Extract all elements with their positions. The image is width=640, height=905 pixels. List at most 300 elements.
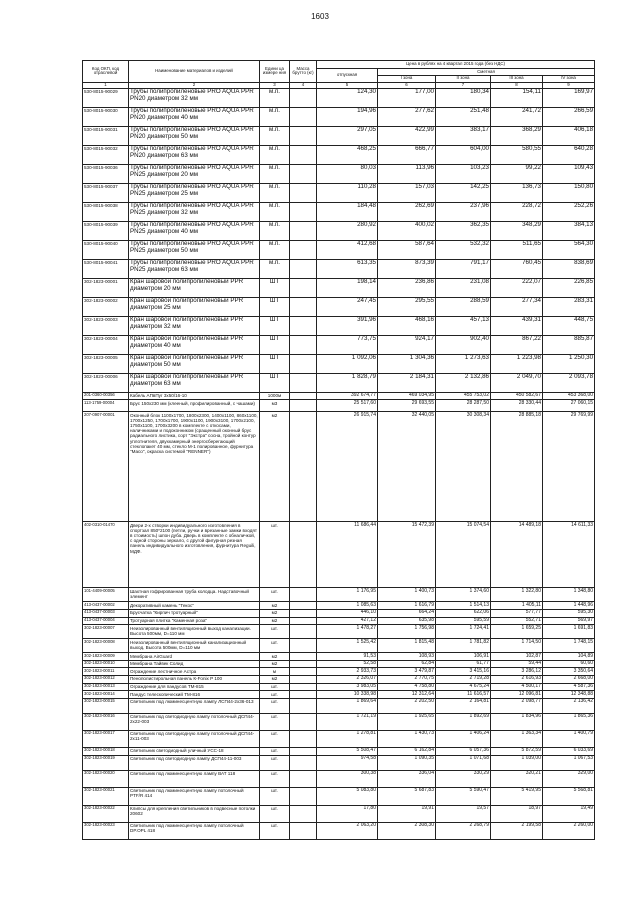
price-wholesale: 613,35	[317, 259, 378, 278]
price-wholesale: 468,25	[317, 145, 378, 164]
item-name: Светильник под светодиодную лампу потолочный ДСП44-2х22-003	[129, 713, 260, 730]
column-number: 2	[129, 82, 260, 88]
item-code: 201-0360-00356	[83, 392, 129, 400]
price-wholesale: 300,38	[317, 770, 378, 787]
price-zone-2: 1 406,24	[436, 730, 491, 747]
item-name: Ограждение лестничное Астра	[129, 668, 260, 676]
price-zone-4: 329,00	[543, 770, 595, 787]
price-zone-3: 5 872,59	[491, 747, 543, 755]
price-zone-1: 1 616,79	[378, 602, 436, 610]
price-zone-1: 1 756,98	[378, 625, 436, 639]
item-mass	[290, 747, 317, 755]
price-zone-4: 4 587,36	[543, 683, 595, 691]
item-code: 302-1823-00015	[83, 698, 129, 713]
price-zone-1: 1 400,73	[378, 588, 436, 602]
item-unit: ШТ	[260, 297, 290, 316]
price-zone-4: 595,30	[543, 609, 595, 617]
item-mass	[290, 297, 317, 316]
table-row	[83, 625, 595, 639]
price-zone-1: 2 770,75	[378, 675, 436, 683]
column-number: 9	[543, 82, 595, 88]
item-name: Светильник светодиодный уличный УСС-18	[129, 747, 260, 755]
price-zone-2: 6 057,36	[436, 747, 491, 755]
table-row	[83, 770, 595, 787]
item-unit: шт.	[260, 588, 290, 602]
item-unit: ШТ	[260, 278, 290, 297]
price-zone-1: 295,55	[378, 297, 436, 316]
item-code: 413-0437-00002	[83, 602, 129, 610]
price-zone-4: 19,49	[543, 805, 595, 822]
item-mass	[290, 522, 317, 588]
price-zone-4: 2 260,00	[543, 822, 595, 839]
price-wholesale: 1 869,64	[317, 698, 378, 713]
price-zone-1: 29 693,55	[378, 400, 436, 412]
item-code: 413-0437-00003	[83, 609, 129, 617]
price-zone-3: 1 039,00	[491, 755, 543, 770]
item-unit: м2	[260, 653, 290, 661]
price-zone-2: 902,40	[436, 335, 491, 354]
price-zone-4: 104,89	[543, 653, 595, 661]
item-code: 302-1823-00005	[83, 354, 129, 373]
price-wholesale: 110,28	[317, 183, 378, 202]
item-mass	[290, 588, 317, 602]
table-row	[83, 522, 595, 588]
page-number: 1603	[311, 12, 329, 21]
price-zone-4: 564,30	[543, 240, 595, 259]
price-zone-4: 448,75	[543, 316, 595, 335]
price-zone-2: 595,59	[436, 617, 491, 625]
price-wholesale: 2 933,73	[317, 668, 378, 676]
item-mass	[290, 164, 317, 183]
table-row	[83, 259, 595, 278]
item-name: Кран шаровой полипропиленовый PPR диаметром 50 мм	[129, 354, 260, 373]
price-zone-2: 1 273,63	[436, 354, 491, 373]
price-wholesale: 1 176,95	[317, 588, 378, 602]
price-zone-4: 2 668,00	[543, 675, 595, 683]
price-zone-1: 277,62	[378, 107, 436, 126]
price-zone-1: 19,91	[378, 805, 436, 822]
item-unit: ШТ	[260, 373, 290, 392]
table-row	[83, 588, 595, 602]
header-zone-2: II зона	[436, 75, 491, 82]
item-mass	[290, 335, 317, 354]
price-zone-1: 422,99	[378, 126, 436, 145]
item-name: Тротуарная плитка "Каменная роза"	[129, 617, 260, 625]
price-zone-4: 252,26	[543, 202, 595, 221]
header-zone-3: III зона	[491, 75, 543, 82]
price-wholesale: 91,53	[317, 653, 378, 661]
price-zone-1: 12 312,64	[378, 691, 436, 699]
table-row	[83, 660, 595, 668]
item-name: Трубы полипропиленовые PRO AQUA PPR PN25 диаметром 25 мм	[129, 183, 260, 202]
item-code: 302-1823-00001	[83, 278, 129, 297]
item-code: 302-1823-00014	[83, 691, 129, 699]
price-zone-2: 457,13	[436, 316, 491, 335]
price-wholesale: 5 083,80	[317, 787, 378, 805]
item-mass	[290, 805, 317, 822]
item-mass	[290, 639, 317, 653]
item-unit: м	[260, 668, 290, 676]
header-estimate: Сметная	[378, 69, 595, 76]
table-row	[83, 221, 595, 240]
item-name: Двери 2-х створки индивидуального изготовления в спортзал 850*2100 (петли, ручки и врезанные замки входят в стоимость) шпон дуба. Дверь в комплекте с обналичкой, с одной стороны зеркало, с другой фигурная резная панель индивидуального изготовления, фурнитура Reguili, МДФ.	[129, 522, 260, 588]
price-zone-4: 283,31	[543, 297, 595, 316]
item-unit: шт.	[260, 787, 290, 805]
item-unit: шт.	[260, 755, 290, 770]
price-wholesale: 124,30	[317, 88, 378, 107]
item-mass	[290, 412, 317, 522]
price-wholesale: 2 326,07	[317, 675, 378, 683]
price-zone-3: 222,07	[491, 278, 543, 297]
item-unit: м.п.	[260, 145, 290, 164]
price-zone-4: 29 769,99	[543, 412, 595, 522]
price-zone-2: 231,08	[436, 278, 491, 297]
price-wholesale: 1 721,19	[317, 713, 378, 730]
price-zone-3: 760,45	[491, 259, 543, 278]
item-code: 302-1823-00008	[83, 639, 129, 653]
item-unit: шт.	[260, 625, 290, 639]
price-zone-2: 61,77	[436, 660, 491, 668]
item-mass	[290, 653, 317, 661]
price-zone-2: 2 719,28	[436, 675, 491, 683]
item-code: 530-8015-90031	[83, 126, 129, 145]
item-mass	[290, 145, 317, 164]
table-row	[83, 639, 595, 653]
price-zone-4: 109,43	[543, 164, 595, 183]
item-name: Брусчатка "Кирпич тротуарный"	[129, 609, 260, 617]
item-mass	[290, 625, 317, 639]
item-mass	[290, 400, 317, 412]
price-zone-3: 1 659,25	[491, 625, 543, 639]
item-code: 302-1823-00002	[83, 297, 129, 316]
price-zone-2: 251,48	[436, 107, 491, 126]
price-zone-1: 157,03	[378, 183, 436, 202]
price-zone-1: 336,04	[378, 770, 436, 787]
item-unit: м2	[260, 675, 290, 683]
price-wholesale: 297,05	[317, 126, 378, 145]
header-name: Наименование материалов и изделий	[129, 61, 260, 83]
column-number: 6	[378, 82, 436, 88]
item-name: Декоративный камень "Текос"	[129, 602, 260, 610]
item-name: Трубы полипропиленовые PRO AQUA PPR PN25 диаметром 50 мм	[129, 240, 260, 259]
item-unit: шт.	[260, 822, 290, 839]
table-row	[83, 668, 595, 676]
item-mass	[290, 107, 317, 126]
price-wholesale: 446,10	[317, 609, 378, 617]
price-zone-4: 384,13	[543, 221, 595, 240]
price-zone-3: 1 223,98	[491, 354, 543, 373]
price-zone-1: 177,00	[378, 88, 436, 107]
item-unit: м2	[260, 609, 290, 617]
price-wholesale: 280,92	[317, 221, 378, 240]
item-name: Шахтная гофрированная труба колодца. Надставочный элемент	[129, 588, 260, 602]
price-zone-2: 19,57	[436, 805, 491, 822]
item-mass	[290, 730, 317, 747]
price-wholesale: 1 478,27	[317, 625, 378, 639]
price-wholesale: 194,96	[317, 107, 378, 126]
table-row	[83, 730, 595, 747]
item-mass	[290, 683, 317, 691]
price-wholesale: 1 278,81	[317, 730, 378, 747]
price-zone-2: 330,29	[436, 770, 491, 787]
price-zone-2: 28 287,50	[436, 400, 491, 412]
price-zone-3: 5 419,95	[491, 787, 543, 805]
price-zone-3: 1 322,80	[491, 588, 543, 602]
price-zone-2: 15 074,54	[436, 522, 491, 588]
table-row	[83, 297, 595, 316]
table-row	[83, 373, 595, 392]
header-mass: Масса брутто (кг)	[290, 61, 317, 83]
price-zone-3: 12 096,81	[491, 691, 543, 699]
table-row	[83, 755, 595, 770]
item-code: 302-1823-00013	[83, 683, 129, 691]
price-wholesale: 17,80	[317, 805, 378, 822]
item-mass	[290, 316, 317, 335]
price-zone-1: 2 184,31	[378, 373, 436, 392]
price-zone-3: 580,55	[491, 145, 543, 164]
item-name: Светильник под светодиодную лампу ДСП44-11-003	[129, 755, 260, 770]
item-unit: м.п.	[260, 126, 290, 145]
table-row	[83, 805, 595, 822]
price-wholesale: 1 525,42	[317, 639, 378, 653]
item-code: 530-8015-90038	[83, 202, 129, 221]
item-name: Трубы полипропиленовые PRO AQUA PPR PN25 диаметром 63 мм	[129, 259, 260, 278]
price-zone-3: 241,72	[491, 107, 543, 126]
item-code: 302-1823-00006	[83, 373, 129, 392]
price-wholesale: 10 338,98	[317, 691, 378, 699]
item-name: Трубы полипропиленовые PRO AQUA PPR PN20 диаметром 50 мм	[129, 126, 260, 145]
table-row	[83, 400, 595, 412]
price-zone-2: 791,17	[436, 259, 491, 278]
price-zone-3: 1 405,11	[491, 602, 543, 610]
item-name: Мембрана AirGuard	[129, 653, 260, 661]
item-code: 302-1823-00022	[83, 805, 129, 822]
item-unit: шт.	[260, 691, 290, 699]
price-zone-1: 2 308,30	[378, 822, 436, 839]
price-zone-2: 106,91	[436, 653, 491, 661]
price-zone-1: 2 202,50	[378, 698, 436, 713]
price-zone-3: 552,71	[491, 617, 543, 625]
price-zone-2: 237,96	[436, 202, 491, 221]
price-zone-1: 587,64	[378, 240, 436, 259]
price-zone-3: 14 489,18	[491, 522, 543, 588]
price-zone-4: 1 748,15	[543, 639, 595, 653]
price-zone-1: 108,93	[378, 653, 436, 661]
price-wholesale: 184,48	[317, 202, 378, 221]
price-zone-1: 113,96	[378, 164, 436, 183]
item-mass	[290, 713, 317, 730]
item-name: Светильник под люминесцентную лампу потолочный PTF/R 414	[129, 787, 260, 805]
price-zone-3: 99,22	[491, 164, 543, 183]
item-mass	[290, 373, 317, 392]
header-price-group: Цена в рублях на 4 квартал 2015 года (без НДС)	[317, 61, 595, 69]
price-zone-3: 2 199,58	[491, 822, 543, 839]
item-unit: м.п.	[260, 202, 290, 221]
price-zone-4: 1 348,80	[543, 588, 595, 602]
item-unit: м.п.	[260, 107, 290, 126]
price-zone-1: 3 479,87	[378, 668, 436, 676]
price-zone-2: 1 374,60	[436, 588, 491, 602]
item-name: Мембрана Тайвек Солид	[129, 660, 260, 668]
item-code: 302-1823-00010	[83, 660, 129, 668]
price-zone-2: 383,17	[436, 126, 491, 145]
item-code: 302-1823-00018	[83, 747, 129, 755]
item-unit: шт.	[260, 730, 290, 747]
table-row	[83, 183, 595, 202]
price-wholesale: 2 063,20	[317, 822, 378, 839]
item-unit: м2	[260, 412, 290, 522]
price-zone-4: 12 348,88	[543, 691, 595, 699]
item-mass	[290, 822, 317, 839]
table-row	[83, 787, 595, 805]
item-mass	[290, 392, 317, 400]
item-code: 530-8015-90036	[83, 164, 129, 183]
item-code: 530-8015-90032	[83, 145, 129, 164]
price-wholesale: 773,75	[317, 335, 378, 354]
item-name: Неизолированный вентиляционный канализационный выход. Высота 500мм, D=110 мм	[129, 639, 260, 653]
price-wholesale: 198,14	[317, 278, 378, 297]
price-zone-3: 277,34	[491, 297, 543, 316]
price-zone-2: 180,34	[436, 88, 491, 107]
price-zone-2: 455 753,02	[436, 392, 491, 400]
item-unit: шт.	[260, 770, 290, 787]
price-zone-3: 228,72	[491, 202, 543, 221]
item-unit: м2	[260, 602, 290, 610]
price-wholesale: 427,12	[317, 617, 378, 625]
table-row	[83, 713, 595, 730]
price-wholesale: 3 983,05	[317, 683, 378, 691]
item-code: 530-8015-90039	[83, 221, 129, 240]
item-name: Кран шаровой полипропиленовый PPR диаметром 63 мм	[129, 373, 260, 392]
item-code: 302-1823-00016	[83, 713, 129, 730]
table-row	[83, 691, 595, 699]
price-zone-2: 5 590,47	[436, 787, 491, 805]
price-zone-3: 450 582,67	[491, 392, 543, 400]
price-zone-2: 3 415,16	[436, 668, 491, 676]
price-zone-1: 400,02	[378, 221, 436, 240]
price-wholesale: 1 092,06	[317, 354, 378, 373]
table-row	[83, 316, 595, 335]
column-number: 5	[317, 82, 378, 88]
price-zone-4: 1 400,79	[543, 730, 595, 747]
price-zone-2: 103,23	[436, 164, 491, 183]
item-unit: ШТ	[260, 335, 290, 354]
item-name: Кран шаровой полипропиленовый PPR диаметром 25 мм	[129, 297, 260, 316]
table-row	[83, 126, 595, 145]
column-number: 3	[260, 82, 290, 88]
item-code: 302-1823-00007	[83, 625, 129, 639]
table-row	[83, 602, 595, 610]
price-wholesale: 1 828,79	[317, 373, 378, 392]
header-wholesale: отпускная	[317, 69, 378, 83]
item-mass	[290, 698, 317, 713]
price-zone-4: 14 611,33	[543, 522, 595, 588]
table-row	[83, 747, 595, 755]
item-unit: шт.	[260, 683, 290, 691]
item-name: Светильник под люминесцентную лампу ВАТ 118	[129, 770, 260, 787]
price-zone-3: 28 330,44	[491, 400, 543, 412]
item-mass	[290, 202, 317, 221]
price-zone-2: 30 308,34	[436, 412, 491, 522]
table-row	[83, 617, 595, 625]
table-row	[83, 698, 595, 713]
table-row	[83, 240, 595, 259]
item-code: 302-1823-00021	[83, 787, 129, 805]
item-mass	[290, 240, 317, 259]
item-code: 302-1823-00012	[83, 675, 129, 683]
item-code: 113-1759-00004	[83, 400, 129, 412]
item-name: Клипсы для крепления светильников в подвесные потолки 20602	[129, 805, 260, 822]
item-code: 302-1823-00009	[83, 653, 129, 661]
item-name: Пандус телескопический ТМ-816	[129, 691, 260, 699]
price-wholesale: 80,03	[317, 164, 378, 183]
price-wholesale: 1 085,63	[317, 602, 378, 610]
item-code: 207-0907-00001	[83, 412, 129, 522]
price-zone-3: 1 834,96	[491, 713, 543, 730]
item-mass	[290, 770, 317, 787]
item-code: 302-1823-00003	[83, 316, 129, 335]
item-unit: шт.	[260, 639, 290, 653]
price-zone-2: 2 268,79	[436, 822, 491, 839]
table-row	[83, 202, 595, 221]
item-unit: м.п.	[260, 164, 290, 183]
price-wholesale: 391,96	[317, 316, 378, 335]
table-row	[83, 145, 595, 164]
item-unit: шт.	[260, 698, 290, 713]
table-row	[83, 88, 595, 107]
item-name: Кабель АПвПуг 3х50/16-10	[129, 392, 260, 400]
item-code: 402-0310-01470	[83, 522, 129, 588]
price-wholesale: 412,68	[317, 240, 378, 259]
price-zone-2: 604,00	[436, 145, 491, 164]
item-name: Трубы полипропиленовые PRO AQUA PPR PN25 диаметром 20 мм	[129, 164, 260, 183]
item-name: Пенополистирольная панель К-Fonix P 100	[129, 675, 260, 683]
item-mass	[290, 602, 317, 610]
item-mass	[290, 668, 317, 676]
price-zone-4: 150,80	[543, 183, 595, 202]
price-zone-2: 1 071,68	[436, 755, 491, 770]
item-code: 530-8015-90041	[83, 259, 129, 278]
price-zone-2: 2 164,81	[436, 698, 491, 713]
item-code: 413-0437-00004	[83, 617, 129, 625]
item-code: 530-8015-90040	[83, 240, 129, 259]
price-zone-4: 1 448,96	[543, 602, 595, 610]
price-zone-3: 1 363,34	[491, 730, 543, 747]
price-wholesale: 392 674,77	[317, 392, 378, 400]
price-zone-2: 4 675,24	[436, 683, 491, 691]
item-code: 530-8015-90030	[83, 107, 129, 126]
price-zone-1: 6 162,84	[378, 747, 436, 755]
item-code: 302-1823-00020	[83, 770, 129, 787]
price-zone-4: 406,18	[543, 126, 595, 145]
column-number: 1	[83, 82, 129, 88]
item-name: Оконный блок 1100х1700, 1800х2300, 1400х1100, 860х1100, 1700х1250, 1700х1700, 1900х1100, 1900х3100, 1700х2100, 1750х1100, 1700х3200 в комплекте с откосами, наличниками и подоконником (сращенный оконный брус радиального листика, сорт "Экстра" сосна, тройной контур уплотнителя, двухкамерный энергосберегающий стеклопакет 40 мм, стекло М-1 полированное, фурнитура "Maco", окраска системой "RENNER")	[129, 412, 260, 522]
price-zone-4: 27 060,15	[543, 400, 595, 412]
item-unit: ШТ	[260, 316, 290, 335]
price-zone-4: 2 093,78	[543, 373, 595, 392]
header-code: Код ОКП, код отраслевой	[83, 61, 129, 83]
table-row	[83, 683, 595, 691]
price-wholesale: 52,58	[317, 660, 378, 668]
item-mass	[290, 354, 317, 373]
table-row	[83, 278, 595, 297]
price-table	[82, 60, 595, 840]
table-row	[83, 609, 595, 617]
table-row	[83, 164, 595, 183]
price-zone-3: 368,29	[491, 126, 543, 145]
price-zone-3: 3 286,12	[491, 668, 543, 676]
header-zone-1: I зона	[378, 75, 436, 82]
